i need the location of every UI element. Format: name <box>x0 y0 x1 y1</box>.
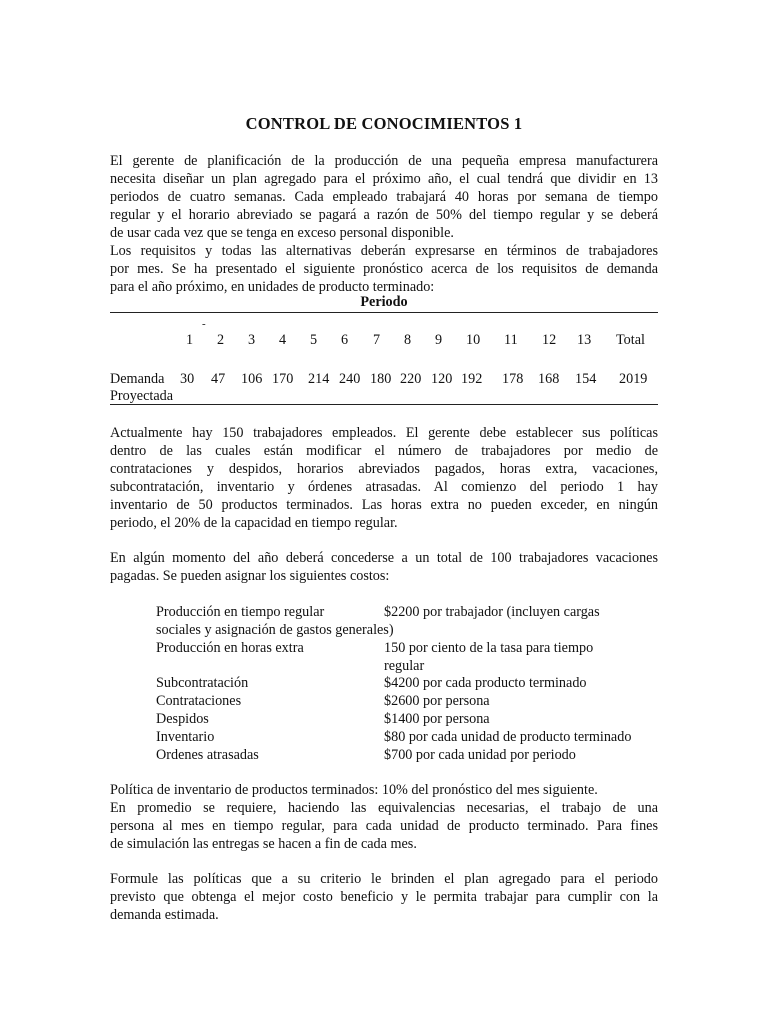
demand-cell: 120 <box>431 371 453 387</box>
period-cell: 8 <box>404 332 412 348</box>
cost-label: Contrataciones <box>156 693 242 709</box>
text-line: pagadas. Se pueden asignar los siguientes costos: <box>110 568 390 584</box>
period-cell: 2 <box>217 332 225 348</box>
table-bottom-rule <box>110 404 658 405</box>
demand-cell: 30 <box>180 371 195 387</box>
demand-cell: 47 <box>211 371 226 387</box>
text-line: persona al mes en tiempo regular, para cada unidad de producto terminado. Para fines <box>110 818 658 834</box>
demand-cell: 170 <box>272 371 294 387</box>
cost-value: $2200 por trabajador (incluyen cargas <box>384 604 600 620</box>
inventory-policy-paragraph <box>110 781 658 853</box>
demand-cell: 214 <box>308 371 330 387</box>
cost-label: sociales y asignación de gastos generales) <box>156 622 394 638</box>
text-line: Formule las políticas que a su criterio le brinden el plan agregado para el periodo <box>110 871 658 887</box>
table-header-periodo: Periodo <box>360 294 408 310</box>
cost-label: Ordenes atrasadas <box>156 747 259 763</box>
text-line: de simulación las entregas se hacen a fin de cada mes. <box>110 836 417 852</box>
task-paragraph <box>110 870 658 924</box>
period-cell: 1 <box>186 332 194 348</box>
text-line: En algún momento del año deberá concederse a un total de 100 trabajadores vacaciones <box>110 550 658 566</box>
text-line: Política de inventario de productos terminados: 10% del pronóstico del mes siguiente. <box>110 782 598 798</box>
text-line: para el año próximo, en unidades de producto terminado: <box>110 279 435 295</box>
demand-cell: 220 <box>400 371 422 387</box>
text-line: En promedio se requiere, haciendo las equivalencias necesarias, el trabajo de una <box>110 800 658 816</box>
text-line: periodo, el 20% de la capacidad en tiempo regular. <box>110 515 398 531</box>
text-line: de usar cada vez que se tenga en exceso personal disponible. <box>110 225 454 241</box>
table-top-rule <box>110 312 658 313</box>
text-line: El gerente de planificación de la producción de una pequeña empresa manufacturera <box>110 153 658 169</box>
text-line: subcontratación, inventario y órdenes atrasadas. Al comienzo del periodo 1 hay <box>110 479 658 495</box>
text-line: regular y el horario abreviado se pagará a razón de 50% del tiempo regular y se deberá <box>110 207 658 223</box>
cost-value: 150 por ciento de la tasa para tiempo <box>384 640 594 656</box>
period-cell: 12 <box>542 332 557 348</box>
text-line: contrataciones y despidos, horarios abreviados pagados, horas extra, vacaciones, <box>110 461 658 477</box>
period-cell: 5 <box>310 332 318 348</box>
cost-value: $1400 por persona <box>384 711 490 727</box>
period-cell: Total <box>616 332 645 348</box>
cost-label: Subcontratación <box>156 675 249 691</box>
demand-cell: 192 <box>461 371 483 387</box>
demand-cell: 2019 <box>619 371 648 387</box>
period-cell: 7 <box>373 332 381 348</box>
period-cell: 3 <box>248 332 256 348</box>
cost-value: $2600 por persona <box>384 693 490 709</box>
demand-cell: 106 <box>241 371 263 387</box>
text-line: periodos de cuatro semanas. Cada empleado trabajará 40 horas por semana de tiempo <box>110 189 658 205</box>
cost-label: Producción en horas extra <box>156 640 304 656</box>
demand-cell: 154 <box>575 371 597 387</box>
row-label: Demanda <box>110 371 165 387</box>
period-cell: 11 <box>504 332 518 348</box>
text-line: Actualmente hay 150 trabajadores empleados. El gerente debe establecer sus políticas <box>110 425 658 441</box>
demand-cell: 180 <box>370 371 392 387</box>
text-line: demanda estimada. <box>110 907 219 923</box>
cost-value: $4200 por cada producto terminado <box>384 675 587 691</box>
row-label: Proyectada <box>110 388 174 404</box>
cost-value: $700 por cada unidad por periodo <box>384 747 576 763</box>
text-line: inventario de 50 productos terminados. Las horas extra no pueden exceder, en ningún <box>110 497 658 513</box>
tick-mark: - <box>202 318 206 330</box>
period-cell: 9 <box>435 332 443 348</box>
text-line: necesita diseñar un plan agregado para el próximo año, el cual tendrá que dividir en 13 <box>110 171 658 187</box>
text-line: dentro de las cuales están modificar el número de trabajadores por medio de <box>110 443 658 459</box>
text-line: Los requisitos y todas las alternativas deberán expresarse en términos de trabajadores <box>110 243 658 259</box>
cost-label: Producción en tiempo regular <box>156 604 325 620</box>
text-line: por mes. Se ha presentado el siguiente pronóstico acerca de los requisitos de demanda <box>110 261 658 277</box>
demand-cell: 168 <box>538 371 560 387</box>
cost-value: regular <box>384 658 425 674</box>
document-title: CONTROL DE CONOCIMIENTOS 1 <box>245 114 523 133</box>
cost-label: Inventario <box>156 729 215 745</box>
period-cell: 13 <box>577 332 592 348</box>
demand-cell: 240 <box>339 371 361 387</box>
period-cell: 10 <box>466 332 481 348</box>
period-cell: 6 <box>341 332 349 348</box>
intro-paragraph <box>110 152 658 296</box>
demand-cell: 178 <box>502 371 524 387</box>
workers-paragraph <box>110 424 658 532</box>
cost-label: Despidos <box>156 711 209 727</box>
vacations-paragraph <box>110 549 658 585</box>
cost-value: $80 por cada unidad de producto terminado <box>384 729 632 745</box>
text-line: previsto que obtenga el mejor costo beneficio y le permita trabajar para cumplir con la <box>110 889 658 905</box>
period-cell: 4 <box>279 332 287 348</box>
